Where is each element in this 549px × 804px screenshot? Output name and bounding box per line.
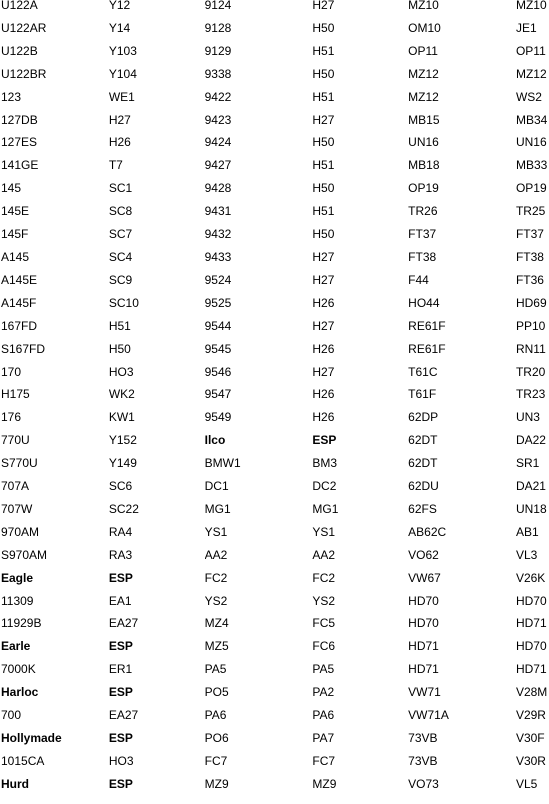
table-cell: MZ9 — [312, 776, 337, 791]
table-cell: RN11 — [515, 341, 546, 356]
table-cell: 9524 — [204, 272, 232, 287]
table-cell: Y149 — [108, 456, 137, 471]
table-cell: DA22 — [515, 433, 546, 448]
table-cell: PA5 — [204, 662, 227, 677]
table-cell: WE1 — [108, 89, 135, 104]
table-cell: H26 — [312, 387, 335, 402]
table-cell: RE61F — [408, 341, 446, 356]
table-cell: OP19 — [408, 181, 439, 196]
table-cell: Y12 — [108, 0, 131, 12]
table-cell: RA3 — [108, 547, 133, 562]
table-cell: 9124 — [204, 0, 232, 12]
table-cell: AA2 — [312, 547, 336, 562]
table-cell: 141GE — [1, 158, 39, 173]
table-cell: UN18 — [515, 501, 547, 516]
table-row — [0, 658, 549, 681]
table-cell: YS1 — [204, 524, 228, 539]
table-cell: TR25 — [515, 204, 546, 219]
table-row — [0, 40, 549, 63]
table-cell: 123 — [1, 89, 22, 104]
table-row — [0, 383, 549, 406]
table-cell: FC7 — [312, 753, 336, 768]
table-cell: UN16 — [515, 135, 547, 150]
table-cell: S970AM — [1, 547, 48, 562]
table-cell: 127ES — [1, 135, 38, 150]
table-row — [0, 612, 549, 635]
table-row — [0, 246, 549, 269]
table-cell: A145E — [1, 272, 38, 287]
table-cell: H50 — [312, 66, 335, 81]
table-cell: 9428 — [204, 181, 232, 196]
table-cell: MG1 — [204, 501, 231, 516]
table-cell: MZ4 — [204, 616, 229, 631]
table-cell: H27 — [312, 272, 335, 287]
table-row — [0, 223, 549, 246]
table-cell: 176 — [1, 410, 22, 425]
table-row — [0, 681, 549, 704]
table-cell: FT38 — [408, 249, 437, 264]
section-heading-cell: Eagle — [1, 570, 34, 585]
table-row — [0, 200, 549, 223]
table-cell: H26 — [312, 295, 335, 310]
table-cell: UN3 — [515, 410, 540, 425]
table-cell: 9549 — [204, 410, 232, 425]
table-row — [0, 452, 549, 475]
table-row — [0, 429, 549, 452]
table-cell: MZ12 — [408, 66, 439, 81]
table-cell: FT36 — [515, 272, 544, 287]
table-cell: VO73 — [408, 776, 439, 791]
section-heading-cell: ESP — [312, 433, 337, 448]
table-cell: H26 — [312, 341, 335, 356]
table-cell: VL3 — [515, 547, 538, 562]
table-cell: 9546 — [204, 364, 232, 379]
table-cell: RA4 — [108, 524, 133, 539]
table-cell: HD70 — [408, 616, 439, 631]
table-cell: 9544 — [204, 318, 232, 333]
section-heading-cell: ESP — [108, 570, 133, 585]
table-cell: OP11 — [408, 43, 438, 58]
table-cell: MZ10 — [408, 0, 439, 12]
table-cell: TR20 — [515, 364, 546, 379]
table-cell: RE61F — [408, 318, 446, 333]
table-cell: UN16 — [408, 135, 439, 150]
table-cell: TR23 — [515, 387, 546, 402]
table-cell: H27 — [312, 318, 335, 333]
table-cell: U122B — [1, 43, 38, 58]
table-cell: V29R — [515, 708, 546, 723]
table-cell: FT37 — [408, 227, 437, 242]
table-cell: H51 — [312, 43, 335, 58]
table-row — [0, 750, 549, 773]
table-row — [0, 406, 549, 429]
table-row — [0, 269, 549, 292]
table-cell: HO3 — [108, 753, 134, 768]
table-cell: MB33 — [515, 158, 548, 173]
table-cell: SC1 — [108, 181, 133, 196]
table-row — [0, 567, 549, 590]
table-row — [0, 154, 549, 177]
table-cell: OM10 — [408, 20, 441, 35]
table-cell: SC10 — [108, 295, 139, 310]
table-cell: 7000K — [1, 662, 36, 677]
table-row — [0, 315, 549, 338]
table-cell: 9427 — [204, 158, 232, 173]
table-cell: V28M — [515, 685, 548, 700]
table-cell: EA27 — [108, 708, 139, 723]
table-cell: 9433 — [204, 249, 232, 264]
table-row — [0, 17, 549, 40]
table-cell: JE1 — [515, 20, 537, 35]
table-cell: H51 — [312, 89, 335, 104]
table-cell: H27 — [312, 249, 335, 264]
table-cell: H50 — [108, 341, 131, 356]
table-cell: 11929B — [1, 616, 42, 631]
table-cell: 700 — [1, 708, 22, 723]
table-cell: VL5 — [515, 776, 538, 791]
section-heading-cell: Earle — [1, 639, 31, 654]
table-cell: MG1 — [312, 501, 339, 516]
table-cell: OP11 — [515, 43, 546, 58]
table-cell: AA2 — [204, 547, 228, 562]
table-row — [0, 361, 549, 384]
table-cell: YS1 — [312, 524, 336, 539]
table-cell: HD71 — [515, 616, 547, 631]
table-cell: ER1 — [108, 662, 133, 677]
table-cell: PO5 — [204, 685, 229, 700]
table-cell: HO3 — [108, 364, 134, 379]
table-cell: DC1 — [204, 479, 229, 494]
table-cell: Y152 — [108, 433, 137, 448]
table-cell: 707W — [1, 501, 33, 516]
section-heading-cell: Hollymade — [1, 731, 62, 745]
table-cell: H27 — [312, 0, 335, 12]
table-cell: 127DB — [1, 112, 38, 127]
table-cell: MZ12 — [408, 89, 439, 104]
table-cell: U122A — [1, 0, 38, 12]
table-cell: 1015CA — [1, 753, 45, 768]
table-cell: F44 — [408, 272, 429, 287]
table-cell: MB18 — [408, 158, 440, 173]
table-cell: Y103 — [108, 43, 137, 58]
section-heading-cell: Hurd — [1, 776, 29, 791]
table-cell: MZ5 — [204, 639, 229, 654]
table-cell: H50 — [312, 227, 335, 242]
table-cell: H51 — [312, 204, 335, 219]
table-cell: PA5 — [312, 662, 335, 677]
table-row — [0, 475, 549, 498]
section-heading-cell: ESP — [108, 731, 133, 745]
section-heading-cell: ESP — [108, 685, 133, 700]
table-row — [0, 86, 549, 109]
table-cell: SC9 — [108, 272, 133, 287]
table-cell: FC2 — [204, 570, 228, 585]
table-cell: FC5 — [312, 616, 336, 631]
table-row — [0, 63, 549, 86]
table-cell: DA21 — [515, 479, 546, 494]
table-cell: PO6 — [204, 731, 229, 745]
table-cell: 9129 — [204, 43, 232, 58]
table-cell: H27 — [312, 364, 335, 379]
table-cell: MB34 — [515, 112, 548, 127]
table-cell: 62DP — [408, 410, 439, 425]
table-cell: T7 — [108, 158, 123, 173]
table-cell: EA1 — [108, 593, 132, 608]
table-cell: YS2 — [204, 593, 228, 608]
table-cell: VW67 — [408, 570, 441, 585]
table-row — [0, 131, 549, 154]
table-cell: KW1 — [108, 410, 135, 425]
table-cell: PA2 — [312, 685, 335, 700]
table-cell: HO44 — [408, 295, 440, 310]
table-cell: BMW1 — [204, 456, 241, 471]
table-cell: FC6 — [312, 639, 336, 654]
table-cell: DC2 — [312, 479, 337, 494]
table-cell: 9432 — [204, 227, 232, 242]
table-cell: 9545 — [204, 341, 232, 356]
table-cell: AB62C — [408, 524, 447, 539]
table-cell: H50 — [312, 135, 335, 150]
table-cell: 170 — [1, 364, 22, 379]
section-heading-cell: ESP — [108, 639, 133, 654]
table-cell: HD71 — [515, 662, 547, 677]
table-cell: MZ9 — [204, 776, 229, 791]
table-row — [0, 635, 549, 658]
table-cell: FT37 — [515, 227, 544, 242]
table-cell: H27 — [108, 112, 131, 127]
table-cell: 73VB — [408, 731, 438, 745]
table-row — [0, 544, 549, 567]
table-cell: S167FD — [1, 341, 46, 356]
table-cell: WS2 — [515, 89, 542, 104]
table-cell: VW71A — [408, 708, 449, 723]
table-cell: SC22 — [108, 501, 139, 516]
table-cell: HD69 — [515, 295, 547, 310]
table-row — [0, 0, 549, 17]
table-cell: 73VB — [408, 753, 438, 768]
table-cell: H27 — [312, 112, 335, 127]
table-cell: VW71 — [408, 685, 441, 700]
table-cell: AB1 — [515, 524, 539, 539]
table-cell: WK2 — [108, 387, 135, 402]
table-cell: 62DU — [408, 479, 439, 494]
table-cell: HD70 — [515, 593, 547, 608]
table-row — [0, 177, 549, 200]
table-cell: 62FS — [408, 501, 437, 516]
table-cell: Y104 — [108, 66, 137, 81]
table-cell: SC4 — [108, 249, 133, 264]
section-heading-cell: Ilco — [204, 433, 226, 448]
table-cell: OP19 — [515, 181, 547, 196]
section-heading-cell: Harloc — [1, 685, 39, 700]
table-cell: 9422 — [204, 89, 232, 104]
table-cell: HD70 — [408, 593, 439, 608]
table-cell: T61C — [408, 364, 438, 379]
table-row — [0, 773, 549, 796]
table-cell: HD71 — [408, 662, 439, 677]
table-cell: SC6 — [108, 479, 133, 494]
table-cell: 770U — [1, 433, 30, 448]
table-row — [0, 727, 549, 750]
table-cell: 9128 — [204, 20, 232, 35]
table-cell: 11309 — [1, 593, 34, 608]
table-cell: V30R — [515, 753, 546, 768]
table-cell: PA6 — [204, 708, 227, 723]
table-cell: H51 — [108, 318, 131, 333]
table-cell: HD71 — [408, 639, 439, 654]
table-cell: 9431 — [204, 204, 232, 219]
table-row — [0, 704, 549, 727]
table-cell: A145F — [1, 295, 37, 310]
table-cell: PA6 — [312, 708, 335, 723]
table-row — [0, 498, 549, 521]
table-cell: VO62 — [408, 547, 439, 562]
table-cell: 9424 — [204, 135, 232, 150]
table-cell: MZ12 — [515, 66, 547, 81]
table-cell: PA7 — [312, 731, 335, 745]
table-cell: FC2 — [312, 570, 336, 585]
table-cell: V30F — [515, 731, 545, 745]
table-cell: FT38 — [515, 249, 544, 264]
table-cell: S770U — [1, 456, 38, 471]
table-cell: EA27 — [108, 616, 139, 631]
table-cell: FC7 — [204, 753, 228, 768]
table-cell: SR1 — [515, 456, 540, 471]
table-cell: H26 — [108, 135, 131, 150]
table-cell: V26K — [515, 570, 546, 585]
table-cell: Y14 — [108, 20, 131, 35]
table-row — [0, 590, 549, 613]
table-row — [0, 109, 549, 132]
table-cell: 145F — [1, 227, 29, 242]
table-cell: H26 — [312, 410, 335, 425]
table-cell: 9338 — [204, 66, 232, 81]
table-cell: YS2 — [312, 593, 336, 608]
table-cell: U122BR — [1, 66, 47, 81]
table-cell: SC8 — [108, 204, 133, 219]
table-row — [0, 521, 549, 544]
table-cell: 970AM — [1, 524, 40, 539]
table-cell: U122AR — [1, 20, 47, 35]
table-cell: MB15 — [408, 112, 440, 127]
table-cell: 145 — [1, 181, 22, 196]
table-cell: BM3 — [312, 456, 338, 471]
table-cell: PP10 — [515, 318, 546, 333]
table-cell: 62DT — [408, 433, 438, 448]
table-cell: 9525 — [204, 295, 232, 310]
table-cell: 145E — [1, 204, 30, 219]
table-cell: MZ10 — [515, 0, 547, 12]
table-cell: 167FD — [1, 318, 38, 333]
section-heading-cell: ESP — [108, 776, 133, 791]
table-cell: H50 — [312, 20, 335, 35]
table-row — [0, 292, 549, 315]
table-cell: T61F — [408, 387, 437, 402]
table-cell: A145 — [1, 249, 30, 264]
table-cell: 9547 — [204, 387, 232, 402]
table-cell: HD70 — [515, 639, 547, 654]
table-cell: 707A — [1, 479, 30, 494]
table-cell: 62DT — [408, 456, 438, 471]
table-cell: TR26 — [408, 204, 438, 219]
table-cell: 9423 — [204, 112, 232, 127]
table-cell: H175 — [1, 387, 30, 402]
table-cell: H50 — [312, 181, 335, 196]
table-cell: SC7 — [108, 227, 133, 242]
table-row — [0, 338, 549, 361]
table-cell: H51 — [312, 158, 335, 173]
